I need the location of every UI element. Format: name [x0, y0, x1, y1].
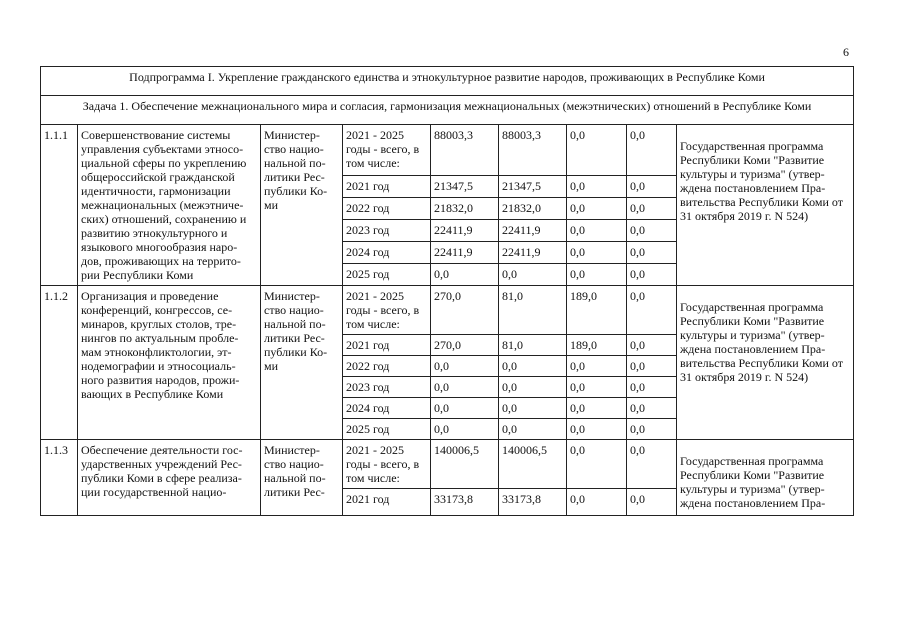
value-total: 270,0 [431, 335, 499, 356]
value-republic-budget: 22411,9 [499, 242, 567, 264]
measure-name: Обеспечение деятельности гос-ударственных учреждений Рес-публики Коми в сфере реализа-ции государственной нацио- [78, 440, 261, 516]
value-total: 0,0 [431, 419, 499, 440]
value-republic-budget: 81,0 [499, 335, 567, 356]
value-other: 0,0 [627, 356, 677, 377]
value-federal-budget: 0,0 [567, 419, 627, 440]
value-republic-budget: 22411,9 [499, 220, 567, 242]
period-cell: 2025 год [343, 264, 431, 286]
value-republic-budget: 140006,5 [499, 440, 567, 489]
state-program: Государственная программа Республики Коми "Развитие культуры и туризма" (утвер-ждена постановлением Пра-вительства Республики Коми от 31 октября 2019 г. N 524) [677, 286, 854, 440]
value-federal-budget: 0,0 [567, 440, 627, 489]
value-republic-budget: 88003,3 [499, 125, 567, 176]
period-cell: 2022 год [343, 198, 431, 220]
value-federal-budget: 189,0 [567, 335, 627, 356]
period-cell: 2021 год [343, 335, 431, 356]
value-other: 0,0 [627, 335, 677, 356]
value-federal-budget: 0,0 [567, 356, 627, 377]
value-republic-budget: 81,0 [499, 286, 567, 335]
subprogram-row [41, 67, 854, 96]
executor: Министер-ство нацио-нальной по-литики Рес-публики Ко-ми [261, 286, 343, 440]
measure-number: 1.1.2 [41, 286, 78, 440]
period-cell: 2021 - 2025 годы - всего, в том числе: [343, 440, 431, 489]
program-table [40, 66, 854, 516]
task-row [41, 96, 854, 125]
measure-number: 1.1.1 [41, 125, 78, 286]
period-cell: 2024 год [343, 398, 431, 419]
value-republic-budget: 0,0 [499, 356, 567, 377]
task-title: Задача 1. Обеспечение межнационального мира и согласия, гармонизация межнациональных (межэтнических) отношений в Республике Коми [41, 96, 854, 125]
value-federal-budget: 0,0 [567, 176, 627, 198]
measure-name: Организация и проведение конференций, конгрессов, се-минаров, круглых столов, тре-нингов по актуальным пробле-мам этноконфликтологии, эт-нодемографии и этносоциаль-ного развития народов, прожи-вающих в Республике Коми [78, 286, 261, 440]
value-other: 0,0 [627, 489, 677, 516]
measure-name: Совершенствование системы управления субъектами этносо-циальной сферы по укреплению общероссийской гражданской идентичности, гармонизации межнациональных (межэтниче-ских) отношений, сохранению и развитию этнокультурного и языкового многообразия наро-дов, проживающих на террито-рии Республики Коми [78, 125, 261, 286]
value-republic-budget: 0,0 [499, 377, 567, 398]
state-program: Государственная программа Республики Коми "Развитие культуры и туризма" (утвер-ждена постановлением Пра- [677, 440, 854, 516]
state-program: Государственная программа Республики Коми "Развитие культуры и туризма" (утвер-ждена постановлением Пра-вительства Республики Коми от 31 октября 2019 г. N 524) [677, 125, 854, 286]
value-republic-budget: 21347,5 [499, 176, 567, 198]
period-cell: 2023 год [343, 377, 431, 398]
value-federal-budget: 0,0 [567, 489, 627, 516]
period-cell: 2025 год [343, 419, 431, 440]
value-other: 0,0 [627, 125, 677, 176]
value-republic-budget: 0,0 [499, 419, 567, 440]
value-other: 0,0 [627, 398, 677, 419]
value-other: 0,0 [627, 176, 677, 198]
value-total: 270,0 [431, 286, 499, 335]
value-total: 0,0 [431, 398, 499, 419]
value-republic-budget: 0,0 [499, 264, 567, 286]
table-row [41, 125, 854, 176]
period-cell: 2021 год [343, 489, 431, 516]
period-cell: 2023 год [343, 220, 431, 242]
value-federal-budget: 0,0 [567, 264, 627, 286]
value-total: 0,0 [431, 264, 499, 286]
value-republic-budget: 0,0 [499, 398, 567, 419]
value-federal-budget: 0,0 [567, 242, 627, 264]
value-total: 33173,8 [431, 489, 499, 516]
value-other: 0,0 [627, 377, 677, 398]
value-total: 0,0 [431, 377, 499, 398]
value-republic-budget: 33173,8 [499, 489, 567, 516]
measure-number: 1.1.3 [41, 440, 78, 516]
page-number: 6 [843, 45, 849, 59]
value-federal-budget: 0,0 [567, 398, 627, 419]
table-row [41, 286, 854, 335]
value-other: 0,0 [627, 286, 677, 335]
period-cell: 2021 год [343, 176, 431, 198]
value-total: 88003,3 [431, 125, 499, 176]
value-other: 0,0 [627, 440, 677, 489]
value-federal-budget: 0,0 [567, 220, 627, 242]
value-other: 0,0 [627, 220, 677, 242]
value-other: 0,0 [627, 419, 677, 440]
value-total: 22411,9 [431, 242, 499, 264]
period-cell: 2024 год [343, 242, 431, 264]
period-cell: 2021 - 2025 годы - всего, в том числе: [343, 286, 431, 335]
value-federal-budget: 0,0 [567, 198, 627, 220]
executor: Министер-ство нацио-нальной по-литики Рес- [261, 440, 343, 516]
period-cell: 2022 год [343, 356, 431, 377]
value-federal-budget: 0,0 [567, 125, 627, 176]
period-cell: 2021 - 2025 годы - всего, в том числе: [343, 125, 431, 176]
subprogram-title: Подпрограмма I. Укрепление гражданского единства и этнокультурное развитие народов, проживающих в Республике Коми [41, 67, 854, 96]
value-other: 0,0 [627, 198, 677, 220]
value-other: 0,0 [627, 264, 677, 286]
executor: Министер-ство нацио-нальной по-литики Рес-публики Ко-ми [261, 125, 343, 286]
value-other: 0,0 [627, 242, 677, 264]
value-total: 22411,9 [431, 220, 499, 242]
value-federal-budget: 189,0 [567, 286, 627, 335]
value-republic-budget: 21832,0 [499, 198, 567, 220]
value-total: 21832,0 [431, 198, 499, 220]
value-total: 0,0 [431, 356, 499, 377]
value-federal-budget: 0,0 [567, 377, 627, 398]
value-total: 21347,5 [431, 176, 499, 198]
value-total: 140006,5 [431, 440, 499, 489]
table-row [41, 440, 854, 489]
